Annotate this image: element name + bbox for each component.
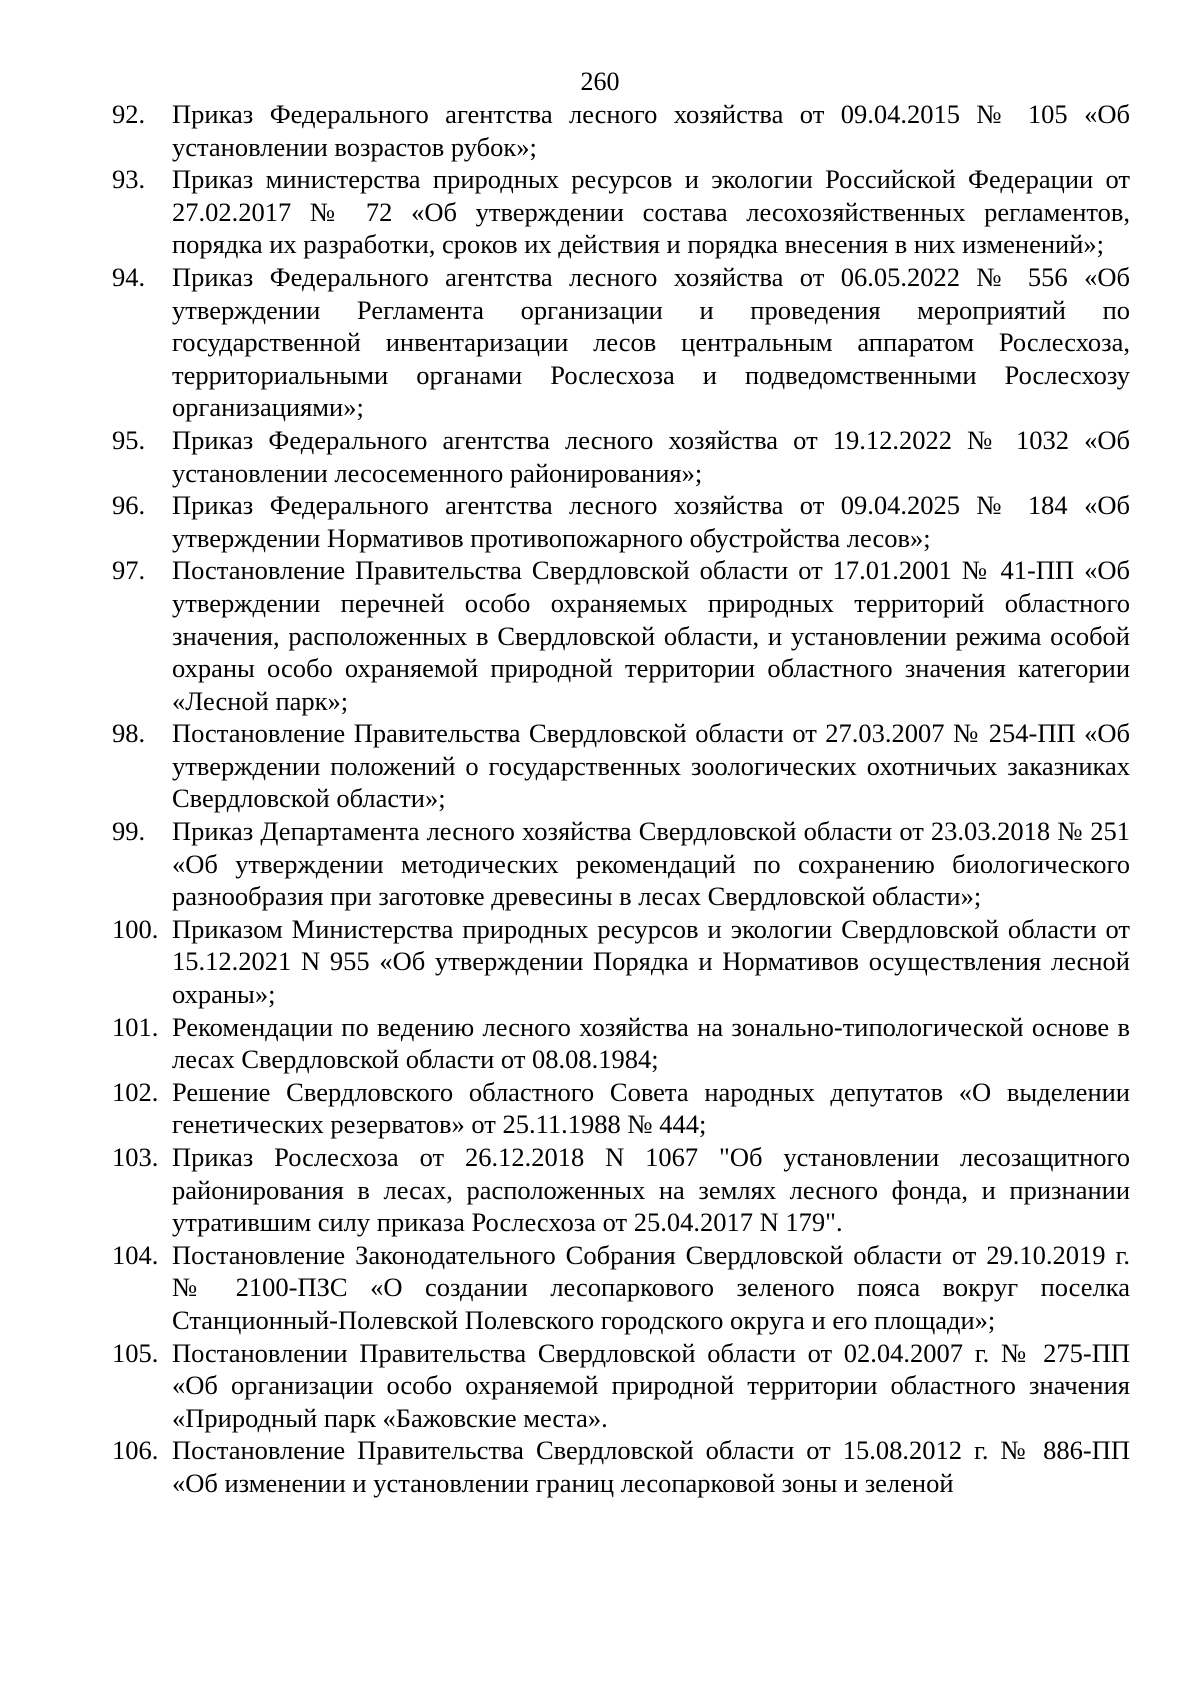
list-item (112, 1076, 1130, 1141)
list-item (112, 1011, 1130, 1076)
item-text: Приказ Федерального агентства лесного хозяйства от 09.04.2015 № 105 «Об установлении возрастов рубок»; (172, 99, 1130, 162)
list-item (112, 163, 1130, 261)
list-item (112, 913, 1130, 1011)
item-number: 105. (112, 1337, 159, 1368)
list-item (112, 1337, 1130, 1435)
item-text: Решение Свердловского областного Совета народных депутатов «О выделении генетических резерватов» от 25.11.1988 № 444; (172, 1076, 1130, 1140)
item-number: 102. (112, 1076, 159, 1107)
list-item (112, 1141, 1130, 1239)
item-text: Постановление Законодательного Собрания Свердловской области от 29.10.2019 г. № 2100-ПЗС «О создании лесопаркового зеленого пояса вокруг поселка Станционный-Полевской Полевского городского округа и его площади»; (172, 1239, 1130, 1335)
list-item (112, 1434, 1130, 1499)
item-text: Приказом Министерства природных ресурсов и экологии Свердловской области от 15.12.2021 N 955 «Об утверждении Порядка и Нормативов осуществления лесной охраны»; (172, 913, 1130, 1010)
item-text: Приказ Департамента лесного хозяйства Свердловской области от 23.03.2018 № 251 «Об утверждении методических рекомендаций по сохранению биологического разнообразия при заготовке древесины в лесах Свердловской области»; (172, 816, 1130, 912)
list-item (112, 554, 1130, 717)
item-text: Постановление Правительства Свердловской области от 15.08.2012 г. № 886-ПП «Об изменении и установлении границ лесопарковой зоны и зеленой (172, 1435, 1130, 1498)
list-item (112, 815, 1130, 913)
item-number: 92. (112, 99, 146, 129)
item-text: Постановление Правительства Свердловской области от 27.03.2007 № 254-ПП «Об утверждении положений о государственных зоологических охотничьих заказниках Свердловской области»; (172, 718, 1130, 814)
item-number: 104. (112, 1239, 159, 1270)
item-text: Приказ Федерального агентства лесного хозяйства от 06.05.2022 № 556 «Об утверждении Регламента организации и проведения мероприятий по государственной инвентаризации лесов центральным аппаратом Рослесхоза, территориальными органами Рослесхоза и подведомственными Рослесхозу организациями»; (172, 261, 1130, 423)
item-number: 97. (112, 555, 146, 586)
item-number: 103. (112, 1142, 159, 1172)
list-item (112, 489, 1130, 554)
item-text: Приказ Рослесхоза от 26.12.2018 N 1067 "Об установлении лесозащитного районирования в лесах, расположенных на землях лесного фонда, и признании утратившим силу приказа Рослесхоза от 25.04.2017 N 179". (172, 1142, 1130, 1238)
item-number: 93. (112, 164, 146, 195)
item-number: 96. (112, 490, 146, 521)
list-item (112, 717, 1130, 815)
item-text: Постановлении Правительства Свердловской области от 02.04.2007 г. № 275-ПП «Об организации особо охраняемой природной территории областного значения «Природный парк «Бажовские места». (172, 1337, 1130, 1433)
item-number: 94. (112, 261, 146, 292)
item-number: 98. (112, 718, 146, 749)
item-number: 101. (112, 1011, 159, 1042)
item-text: Постановление Правительства Свердловской области от 17.01.2001 № 41-ПП «Об утверждении перечней особо охраняемых природных территорий областного значения, расположенных в Свердловской области, и установлении режима особой охраны особо охраняемой природной территории областного значения категории «Лесной парк»; (172, 555, 1130, 716)
item-number: 100. (112, 913, 159, 944)
item-text: Приказ Федерального агентства лесного хозяйства от 09.04.2025 № 184 «Об утверждении Нормативов противопожарного обустройства лесов»; (172, 490, 1130, 553)
list-item (112, 261, 1130, 424)
item-number: 106. (112, 1435, 159, 1466)
item-text: Приказ министерства природных ресурсов и экологии Российской Федерации от 27.02.2017 № 72 «Об утверждении состава лесохозяйственных регламентов, порядка их разработки, сроков их действия и порядка внесения в них изменений»; (172, 164, 1130, 260)
list-item (112, 98, 1130, 163)
list-item (112, 424, 1130, 489)
item-number: 95. (112, 424, 146, 455)
item-text: Приказ Федерального агентства лесного хозяйства от 19.12.2022 № 1032 «Об установлении лесосеменного районирования»; (172, 424, 1130, 488)
reference-list (112, 98, 1130, 1500)
list-item (112, 1239, 1130, 1337)
item-number: 99. (112, 816, 146, 847)
page-number: 260 (580, 67, 620, 96)
item-text: Рекомендации по ведению лесного хозяйства на зонально-типологической основе в лесах Свердловской области от 08.08.1984; (172, 1011, 1130, 1075)
